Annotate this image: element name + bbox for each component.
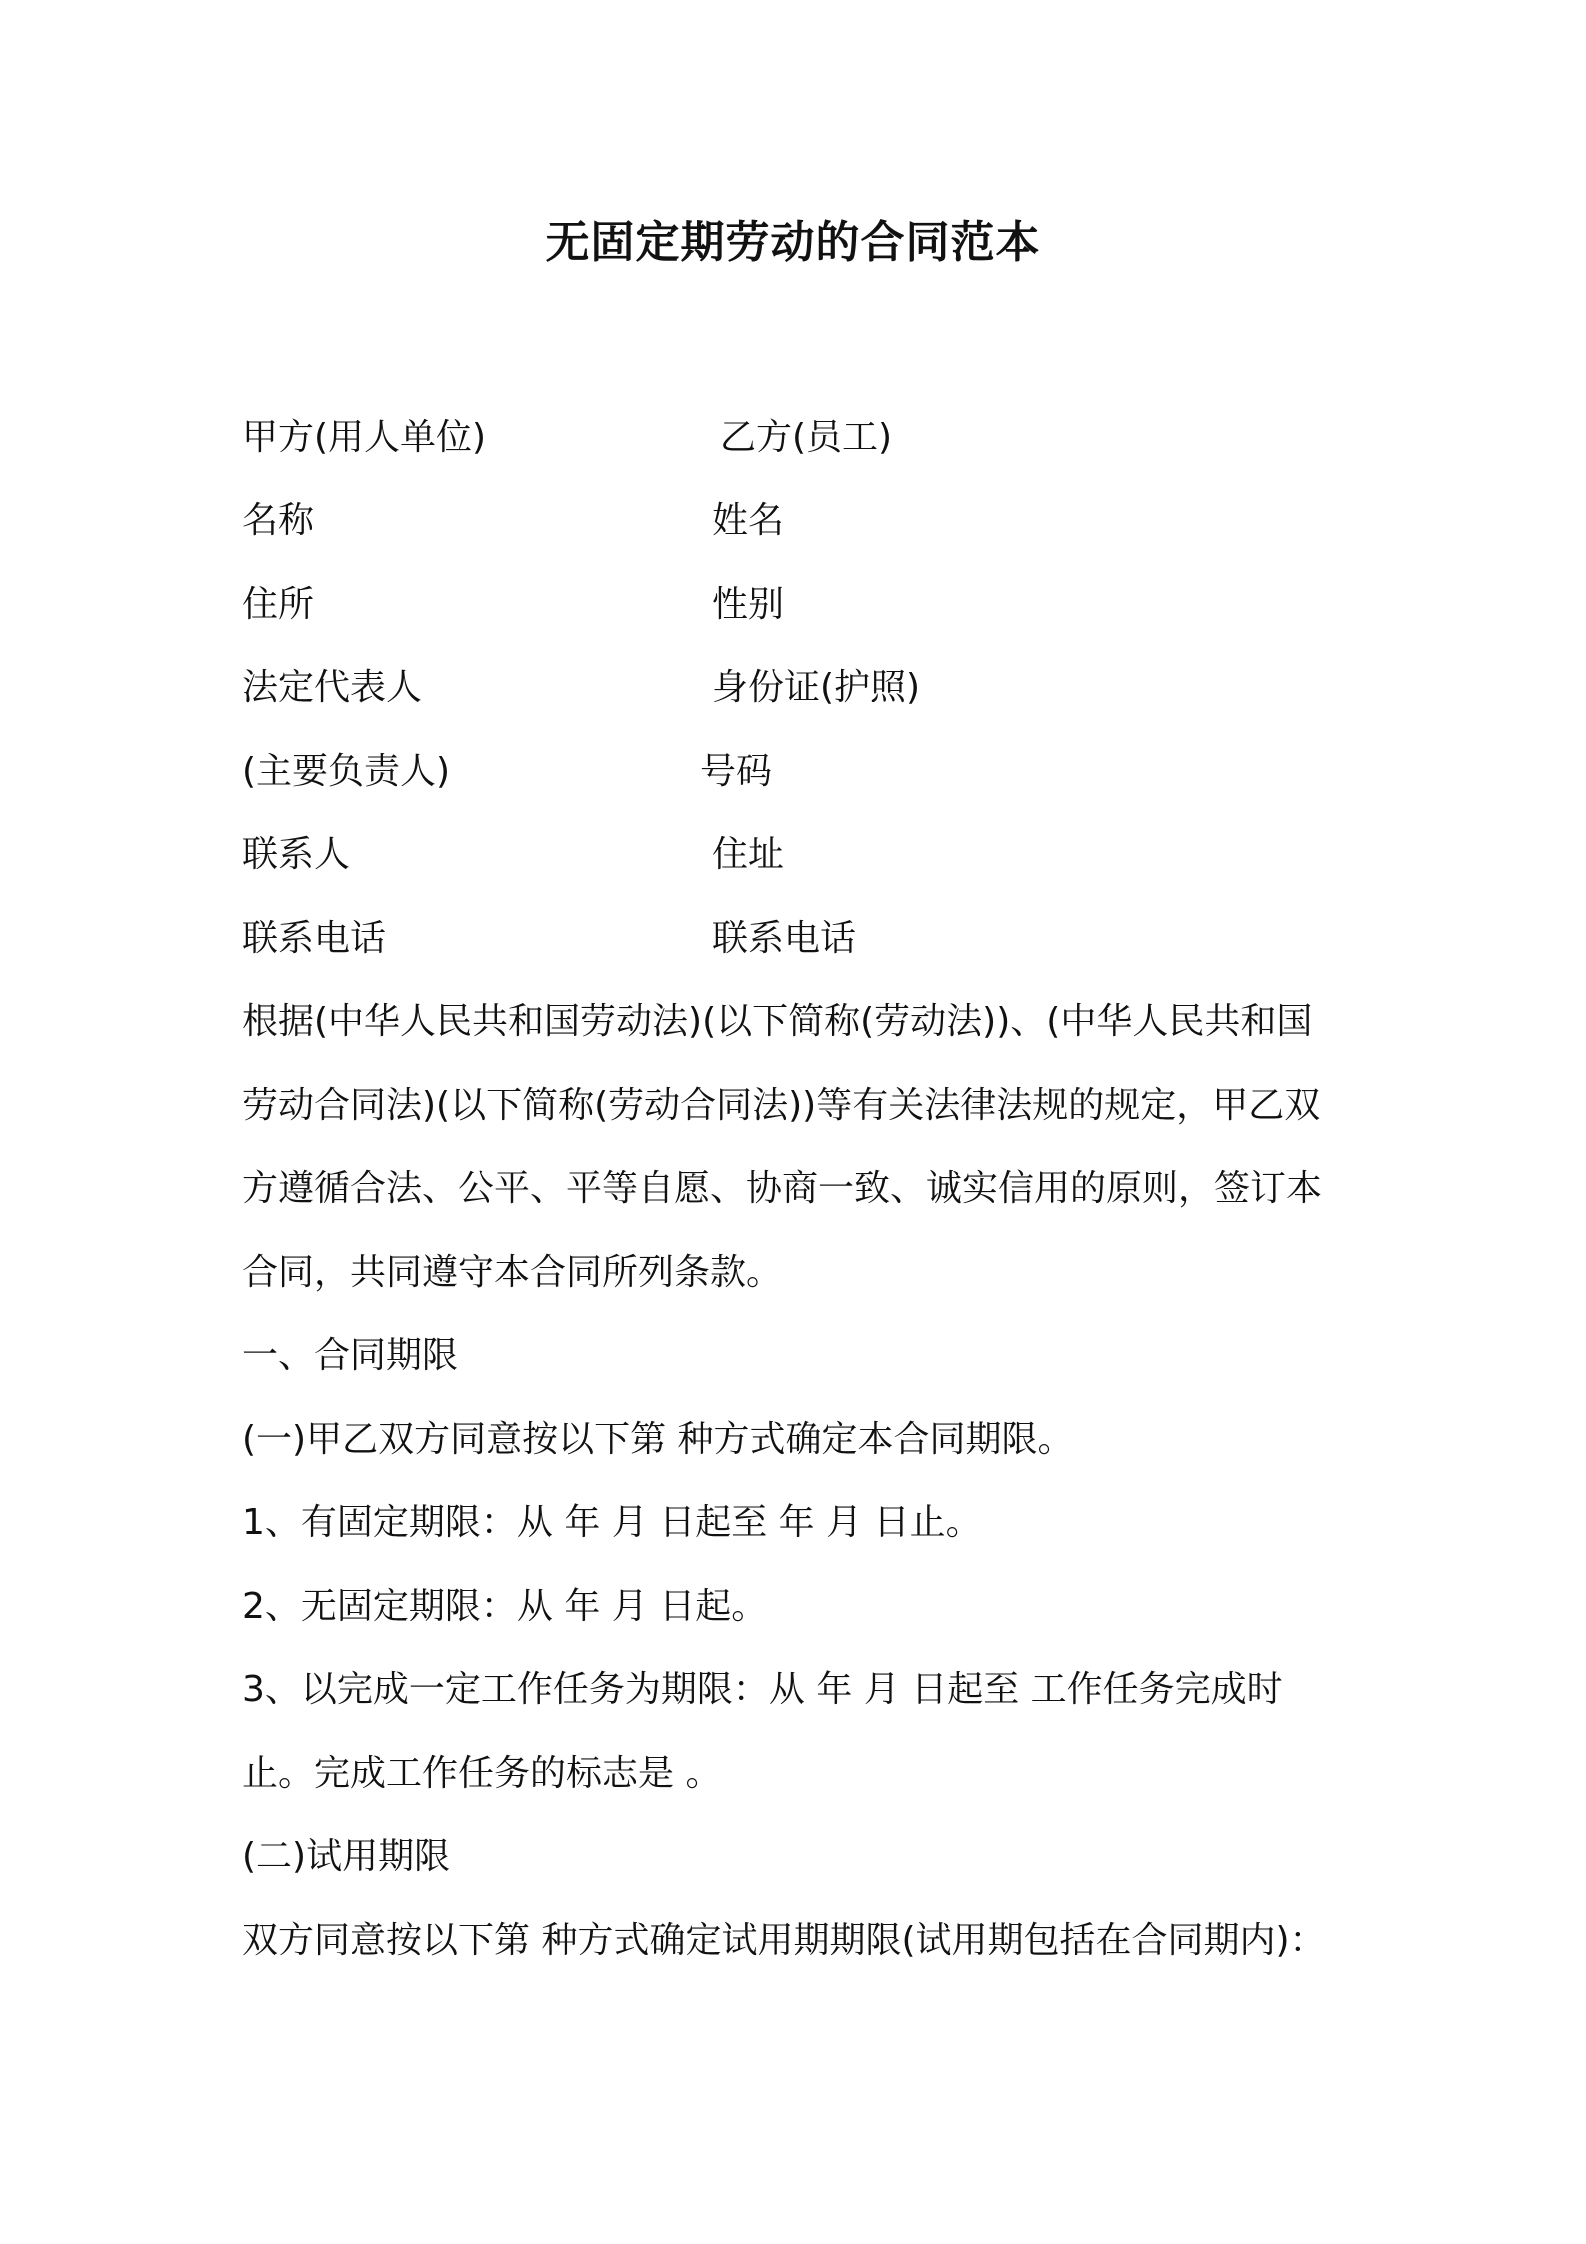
legal-rep-label: 法定代表人 <box>242 667 423 708</box>
party-a-label: 甲方(用人单位) <box>242 417 487 458</box>
preamble-line: 劳动合同法)(以下简称(劳动合同法))等有关法律法规的规定，甲乙双 <box>242 1085 1321 1126</box>
party-b-label: 乙方(员工) <box>720 417 893 458</box>
section-heading: 一、合同期限 <box>242 1335 459 1376</box>
contact-person-label: 联系人 <box>242 834 351 875</box>
list-item: 1、有固定期限：从 年 月 日起至 年 月 日止。 <box>242 1502 982 1543</box>
company-phone-label: 联系电话 <box>242 918 387 959</box>
subsection-heading: (一)甲乙双方同意按以下第 种方式确定本合同期限。 <box>242 1419 1074 1460</box>
preamble-line: 方遵循合法、公平、平等自愿、协商一致、诚实信用的原则，签订本 <box>242 1168 1323 1209</box>
list-item: 2、无固定期限：从 年 月 日起。 <box>242 1586 768 1627</box>
gender-label: 性别 <box>712 584 785 625</box>
company-name-label: 名称 <box>242 500 315 541</box>
employee-phone-label: 联系电话 <box>712 918 857 959</box>
document-title: 无固定期劳动的合同范本 <box>545 217 1041 268</box>
paragraph: 双方同意按以下第 种方式确定试用期期限(试用期包括在合同期内)： <box>242 1920 1326 1961</box>
company-address-label: 住所 <box>242 584 315 625</box>
preamble-line: 根据(中华人民共和国劳动法)(以下简称(劳动法))、(中华人民共和国 <box>242 1001 1313 1042</box>
id-passport-label: 身份证(护照) <box>712 667 921 708</box>
list-item-continuation: 止。完成工作任务的标志是 。 <box>242 1753 722 1794</box>
list-item: 3、以完成一定工作任务为期限：从 年 月 日起至 工作任务完成时 <box>242 1669 1283 1710</box>
subsection-heading: (二)试用期限 <box>242 1836 451 1877</box>
principal-label: (主要负责人) <box>242 751 451 792</box>
preamble-line: 合同，共同遵守本合同所列条款。 <box>242 1252 783 1293</box>
id-number-label: 号码 <box>700 751 773 792</box>
residence-label: 住址 <box>712 834 785 875</box>
employee-name-label: 姓名 <box>712 500 785 541</box>
